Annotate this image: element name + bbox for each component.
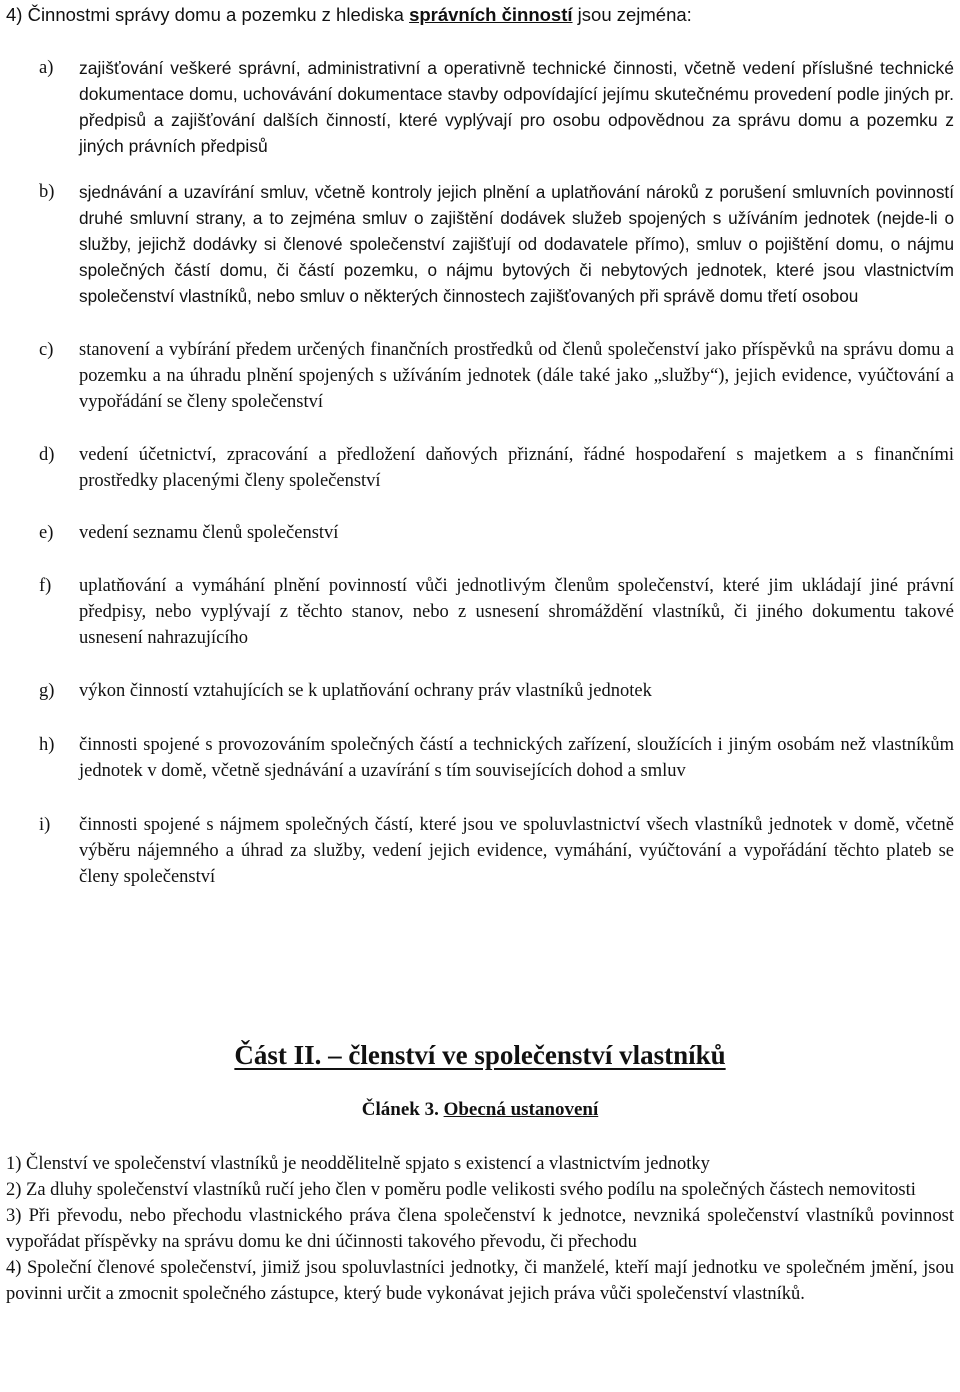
intro-suffix: jsou zejména: (572, 4, 692, 25)
article-paragraphs (6, 1151, 954, 1307)
list-item (0, 442, 960, 494)
part-title: Část II. – členství ve společenství vlastníků (234, 1040, 726, 1070)
list-item-marker: c) (39, 340, 54, 360)
list-item-text: výkon činností vztahujících se k uplatňování ochrany práv vlastníků jednotek (79, 681, 652, 701)
list-item (0, 678, 960, 704)
list-item-text (79, 55, 954, 159)
list-item (0, 573, 960, 651)
list-item-text: uplatňování a vymáhání plnění povinností vůči jednotlivým členům společenství, které jim ukládají jiné právní předpisy, nebo vyplývají z těchto stanov, nebo z usnesení shromáždění vlastníků, či jiného dokumentu takové usnesení nahrazujícího (79, 576, 954, 648)
article-paragraph: 2) Za dluhy společenství vlastníků ručí jeho člen v poměru podle velikosti svého podílu na společných částech nemovitosti (6, 1180, 916, 1200)
list-item-marker: g) (39, 681, 55, 701)
intro-prefix: 4) Činnostmi správy domu a pozemku z hlediska (6, 4, 410, 25)
intro-emphasis: správních činností (409, 4, 573, 25)
list-item (0, 520, 960, 546)
list-item-text: činnosti spojené s nájmem společných částí, které jsou ve spoluvlastnictví všech vlastníků jednotek v domě, včetně výběru nájemného a úhrad za služby, vedení jejich evidence, vymáhání, vyúčtování a vypořádání těchto plateb se členy společenství (79, 815, 954, 887)
article-title: Obecná ustanovení (443, 1099, 599, 1120)
section-intro (6, 2, 692, 28)
article-paragraph: 4) Společní členové společenství, jimiž jsou spoluvlastníci jednotky, či manželé, kteří mají jednotku ve společném jmění, jsou povinni určit a zmocnit společného zástupce, který bude vykonávat jejich práva vůči společenství vlastníků. (6, 1258, 954, 1304)
list-item (0, 732, 960, 784)
list-item (0, 179, 960, 309)
list-item-text: činnosti spojené s provozováním společných částí a technických zařízení, sloužících i jiným osobám než vlastníkům jednotek v domě, včetně sjednávání a uzavírání s tím souvisejících dohod a smluv (79, 735, 954, 781)
list-item-text-part: předpisů a zajišťování dalších činností, které vyplývají pro osobu odpovědnou za správu domu a pozemku z jiných právních předpisů (79, 110, 954, 156)
list-item-marker: d) (39, 445, 55, 465)
list-item-text: vedení účetnictví, zpracování a předložení daňových přiznání, řádné hospodaření s majetkem a s finančními prostředky placenými členy společenství (79, 445, 954, 491)
list-item-text: stanovení a vybírání předem určených finančních prostředků od členů společenství jako příspěvků na správu domu a pozemku a na úhradu plnění spojených s užíváním jednotek (dále také jako „služby“), jejich evidence, vyúčtování a vypořádání se členy společenství (79, 340, 954, 412)
list-item-marker: b) (39, 182, 55, 202)
article-paragraph: 1) Členství ve společenství vlastníků je neoddělitelně spjato s existencí a vlastnictvím jednotky (6, 1154, 710, 1174)
article-number: Článek 3. (361, 1099, 439, 1120)
article-paragraph: 3) Při převodu, nebo přechodu vlastnického práva člena společenství k jednotce, nevzniká společenství vlastníků povinnost vypořádat příspěvky na správu domu ke dni účinnosti takového převodu, či přechodu (6, 1206, 954, 1252)
list-item (0, 812, 960, 890)
list-item-marker: a) (39, 58, 54, 78)
list-item-marker: h) (39, 735, 55, 755)
list-item-text-part: zajišťování veškeré správní, administrativní a operativně technické činnosti, včetně vedení příslušné technické dokumentace domu, uchovávání dokumentace stavby odpovídající jejímu skutečnému provedení podle jiných pr. (79, 58, 954, 104)
article-heading (0, 1097, 960, 1123)
list-item-text: sjednávání a uzavírání smluv, včetně kontroly jejich plnění a uplatňování nároků z porušení smluvních povinností druhé smluvní strany, a to zejména smluv o zajištění dodávek služeb spojených s užíváním jednotek (nejde-li o služby, jejichž dodávky si členové společenství zajišťují od dodavatele přímo), smluv o pojištění domu, o nájmu společných částí domu, či částí pozemku, o nájmu bytových či nebytových jednotek, které jsou vlastnictvím společenství vlastníků, nebo smluv o některých činnostech zajišťovaných při správě domu třetí osobou (79, 182, 954, 306)
list-item-marker: e) (39, 523, 54, 543)
list-item-marker: f) (39, 576, 52, 596)
list-item-text: vedení seznamu členů společenství (79, 523, 339, 543)
list-item (0, 55, 960, 159)
activity-list (0, 55, 960, 890)
list-item-marker: i) (39, 815, 51, 835)
list-item (0, 337, 960, 415)
